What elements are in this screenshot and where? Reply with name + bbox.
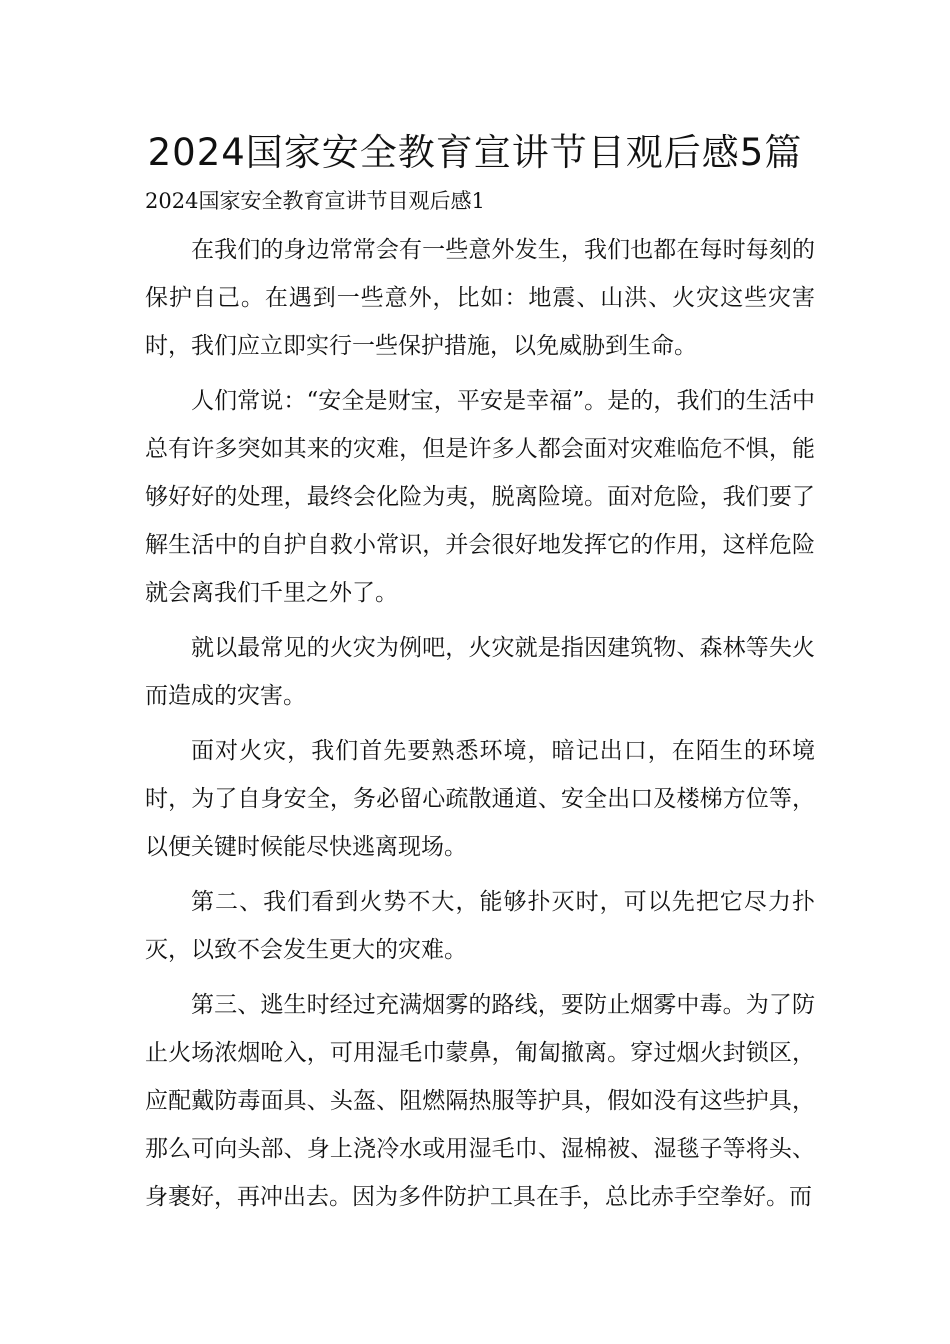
paragraph: 人们常说：“安全是财宝，平安是幸福”。是的，我们的生活中总有许多突如其来的灾难，但是许多人都会面对灾难临危不惧，能够好好的处理，最终会化险为夷，脱离险境。面对危险，我们要了解生活中的自护自救小常识，并会很好地发挥它的作用，这样危险就会离我们千里之外了。	[145, 388, 815, 606]
document-body	[145, 226, 815, 1228]
paragraph: 第三、逃生时经过充满烟雾的路线，要防止烟雾中毒。为了防止火场浓烟呛入，可用湿毛巾蒙鼻，匍匐撤离。穿过烟火封锁区，应配戴防毒面具、头盔、阻燃隔热服等护具，假如没有这些护具，那么可向头部、身上浇冷水或用湿毛巾、湿棉被、湿毯子等将头、身裹好，再冲出去。因为多件防护工具在手，总比赤手空拳好。而	[145, 992, 815, 1210]
paragraph: 面对火灾，我们首先要熟悉环境，暗记出口，在陌生的环境时，为了自身安全，务必留心疏散通道、安全出口及楼梯方位等，以便关键时候能尽快逃离现场。	[145, 738, 815, 860]
paragraph: 第二、我们看到火势不大，能够扑灭时，可以先把它尽力扑灭，以致不会发生更大的灾难。	[145, 889, 815, 963]
paragraph: 在我们的身边常常会有一些意外发生，我们也都在每时每刻的保护自己。在遇到一些意外，比如：地震、山洪、火灾这些灾害时，我们应立即实行一些保护措施，以免威胁到生命。	[145, 237, 815, 359]
paragraph: 就以最常见的火灾为例吧，火灾就是指因建筑物、森林等失火而造成的灾害。	[145, 635, 815, 709]
document-title: 2024国家安全教育宣讲节目观后感5篇	[147, 131, 803, 174]
section-subtitle: 2024国家安全教育宣讲节目观后感1	[145, 189, 485, 213]
